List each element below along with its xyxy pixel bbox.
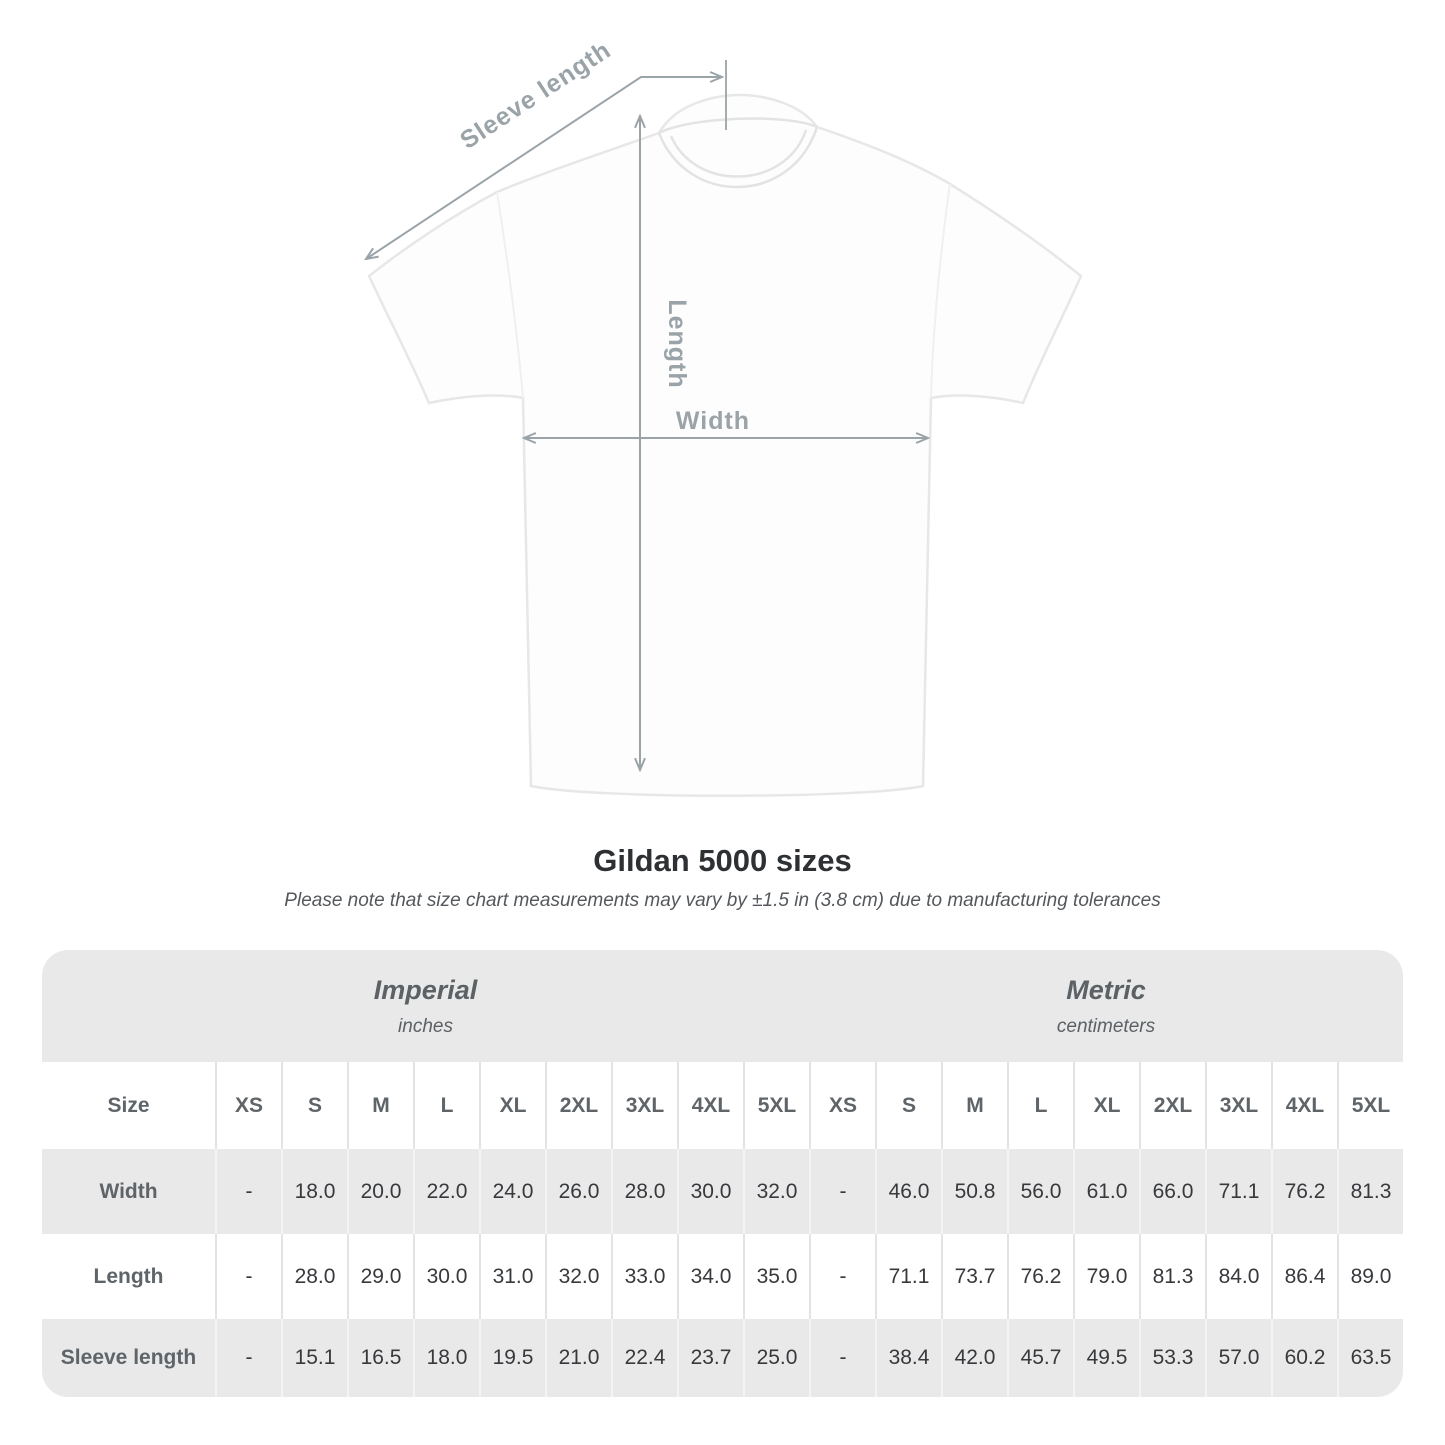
size-column-header: 4XL <box>677 1062 743 1149</box>
size-column-header: 2XL <box>1139 1062 1205 1149</box>
tshirt-body <box>369 95 1081 796</box>
metric-group-sublabel: centimeters <box>1056 1015 1156 1037</box>
value-cell: 71.1 <box>875 1234 941 1319</box>
value-cell: 71.1 <box>1205 1149 1271 1234</box>
metric-group-header <box>809 950 1403 1062</box>
size-column-header: 3XL <box>1205 1062 1271 1149</box>
size-column-header: 4XL <box>1271 1062 1337 1149</box>
value-cell: 25.0 <box>743 1319 809 1397</box>
value-cell: 30.0 <box>677 1149 743 1234</box>
value-cell: 18.0 <box>413 1319 479 1397</box>
table-row <box>42 1149 1403 1234</box>
value-cell: 29.0 <box>347 1234 413 1319</box>
imperial-group-label: Imperial <box>373 974 478 1005</box>
value-cell: 33.0 <box>611 1234 677 1319</box>
size-column-header: 5XL <box>743 1062 809 1149</box>
value-cell: - <box>809 1149 875 1234</box>
size-column-header: 2XL <box>545 1062 611 1149</box>
value-cell: 24.0 <box>479 1149 545 1234</box>
value-cell: - <box>809 1319 875 1397</box>
value-cell: 15.1 <box>281 1319 347 1397</box>
value-cell: 73.7 <box>941 1234 1007 1319</box>
imperial-group-sublabel: inches <box>398 1015 453 1037</box>
size-column-header: 5XL <box>1337 1062 1403 1149</box>
value-cell: 57.0 <box>1205 1319 1271 1397</box>
value-cell: 22.4 <box>611 1319 677 1397</box>
value-cell: 81.3 <box>1139 1234 1205 1319</box>
value-cell: 84.0 <box>1205 1234 1271 1319</box>
size-column-header: XS <box>809 1062 875 1149</box>
size-column-header: XL <box>1073 1062 1139 1149</box>
size-corner-header: Size <box>107 1093 150 1117</box>
value-cell: 16.5 <box>347 1319 413 1397</box>
length-label: Length <box>663 299 691 389</box>
size-column-header: L <box>413 1062 479 1149</box>
value-cell: 79.0 <box>1073 1234 1139 1319</box>
size-column-header: XS <box>215 1062 281 1149</box>
value-cell: 76.2 <box>1271 1149 1337 1234</box>
value-cell: 50.8 <box>941 1149 1007 1234</box>
table-row <box>42 1234 1403 1319</box>
value-cell: 30.0 <box>413 1234 479 1319</box>
value-cell: 46.0 <box>875 1149 941 1234</box>
value-cell: - <box>215 1319 281 1397</box>
value-cell: 66.0 <box>1139 1149 1205 1234</box>
value-cell: 35.0 <box>743 1234 809 1319</box>
size-column-header: S <box>875 1062 941 1149</box>
value-cell: 28.0 <box>281 1234 347 1319</box>
value-cell: 26.0 <box>545 1149 611 1234</box>
value-cell: 23.7 <box>677 1319 743 1397</box>
size-column-header: M <box>347 1062 413 1149</box>
row-label: Length <box>93 1264 164 1288</box>
imperial-group-header <box>42 950 809 1062</box>
value-cell: 19.5 <box>479 1319 545 1397</box>
value-cell: 32.0 <box>743 1149 809 1234</box>
value-cell: 60.2 <box>1271 1319 1337 1397</box>
metric-group-label: Metric <box>1066 974 1146 1005</box>
unit-band-row <box>42 950 1403 1062</box>
size-table-body <box>42 1149 1403 1397</box>
value-cell: - <box>215 1234 281 1319</box>
value-cell: 45.7 <box>1007 1319 1073 1397</box>
value-cell: 49.5 <box>1073 1319 1139 1397</box>
value-cell: 21.0 <box>545 1319 611 1397</box>
value-cell: 34.0 <box>677 1234 743 1319</box>
width-label: Width <box>675 407 751 435</box>
value-cell: - <box>215 1149 281 1234</box>
page-title: Gildan 5000 sizes <box>593 843 852 878</box>
tshirt-graphic <box>369 95 1081 796</box>
size-table-container <box>42 950 1403 1397</box>
size-column-header: XL <box>479 1062 545 1149</box>
row-label: Width <box>99 1179 158 1203</box>
value-cell: 86.4 <box>1271 1234 1337 1319</box>
value-cell: 28.0 <box>611 1149 677 1234</box>
value-cell: 42.0 <box>941 1319 1007 1397</box>
row-label: Sleeve length <box>60 1346 197 1369</box>
size-header-row <box>42 1062 1403 1149</box>
value-cell: 18.0 <box>281 1149 347 1234</box>
value-cell: 89.0 <box>1337 1234 1403 1319</box>
size-table <box>42 950 1403 1397</box>
value-cell: 76.2 <box>1007 1234 1073 1319</box>
table-row <box>42 1319 1403 1397</box>
value-cell: 38.4 <box>875 1319 941 1397</box>
value-cell: 20.0 <box>347 1149 413 1234</box>
value-cell: - <box>809 1234 875 1319</box>
size-column-header: 3XL <box>611 1062 677 1149</box>
tolerance-note: Please note that size chart measurements may vary by ±1.5 in (3.8 cm) due to manufacturing tolerances <box>284 890 1161 911</box>
value-cell: 22.0 <box>413 1149 479 1234</box>
value-cell: 63.5 <box>1337 1319 1403 1397</box>
sleeve-length-label: Sleeve length <box>455 35 617 155</box>
size-column-header: S <box>281 1062 347 1149</box>
value-cell: 81.3 <box>1337 1149 1403 1234</box>
value-cell: 56.0 <box>1007 1149 1073 1234</box>
value-cell: 31.0 <box>479 1234 545 1319</box>
value-cell: 53.3 <box>1139 1319 1205 1397</box>
value-cell: 61.0 <box>1073 1149 1139 1234</box>
size-column-header: M <box>941 1062 1007 1149</box>
size-column-header: L <box>1007 1062 1073 1149</box>
value-cell: 32.0 <box>545 1234 611 1319</box>
